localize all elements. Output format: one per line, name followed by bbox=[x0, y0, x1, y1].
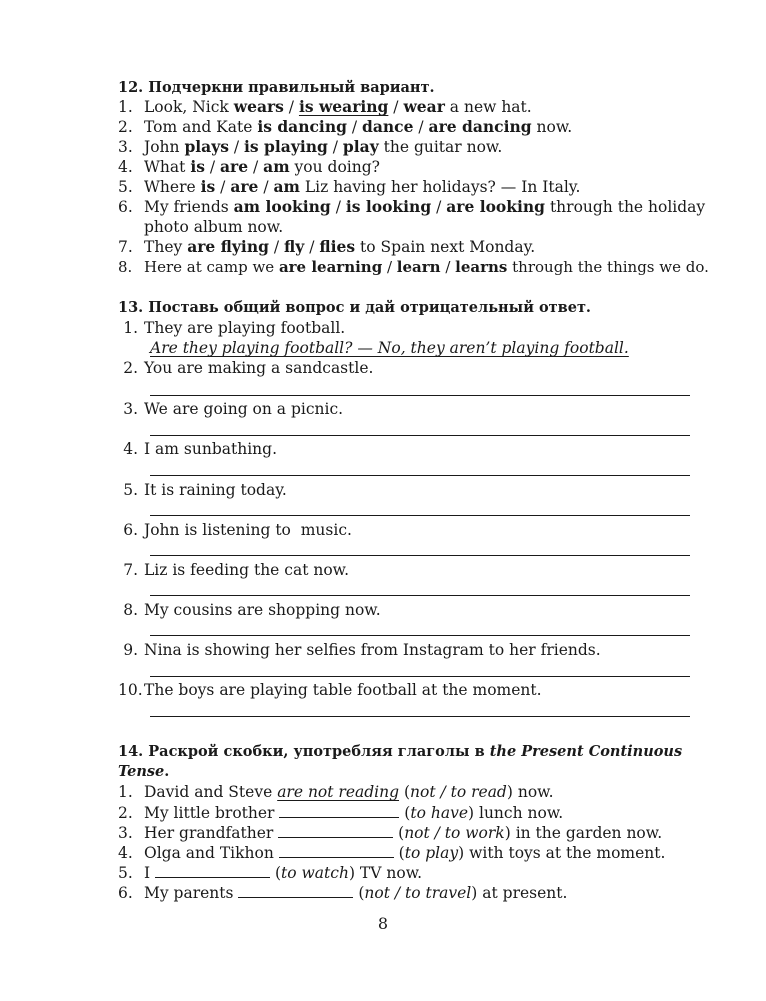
ex14-example-answer: are not reading bbox=[277, 783, 400, 801]
ex13-answer-line-2[interactable] bbox=[150, 395, 690, 396]
ex14-item-6: 6. My parents (not / to travel) at present. bbox=[118, 884, 568, 902]
ex13-answer-line-7[interactable] bbox=[150, 595, 690, 596]
ex12-item-6-continuation: photo album now. bbox=[144, 218, 284, 236]
ex14-blank-5[interactable] bbox=[155, 863, 270, 878]
ex13-item-3: 3. We are going on a picnic. bbox=[123, 400, 344, 418]
ex12-item-1: 1. Look, Nick wears / is wearing / wear a new hat. bbox=[118, 97, 532, 116]
ex13-item-6: 6. John is listening to music. bbox=[123, 521, 352, 539]
ex13-item-7: 7. Liz is feeding the cat now. bbox=[123, 561, 350, 579]
ex14-item-4: 4. Olga and Tikhon (to play) with toys at the moment. bbox=[118, 844, 666, 862]
exercise-13-title: 13. Поставь общий вопрос и дай отрицательный ответ. bbox=[118, 299, 591, 316]
exercise-12-title: 12. Подчеркни правильный вариант. bbox=[118, 79, 435, 96]
ex13-item-10: 10.The boys are playing table football at the moment. bbox=[118, 681, 542, 699]
ex13-answer-line-6[interactable] bbox=[150, 555, 690, 556]
ex13-answer-line-9[interactable] bbox=[150, 676, 690, 677]
ex13-example-answer: Are they playing football? — No, they aren’t playing football. bbox=[150, 339, 629, 357]
ex12-item-5: 5. Where is / are / am Liz having her holidays? — In Italy. bbox=[118, 177, 581, 196]
exercise-14-title-continuation: Tense. bbox=[118, 763, 170, 780]
ex14-blank-2[interactable] bbox=[279, 803, 399, 818]
ex13-item-1: 1. They are playing football. bbox=[123, 319, 346, 337]
ex14-blank-3[interactable] bbox=[278, 823, 393, 838]
ex13-item-4: 4. I am sunbathing. bbox=[123, 440, 277, 458]
ex13-item-9: 9. Nina is showing her selfies from Instagram to her friends. bbox=[123, 641, 601, 659]
ex14-blank-4[interactable] bbox=[279, 843, 394, 858]
ex13-answer-line-5[interactable] bbox=[150, 515, 690, 516]
ex14-item-5: 5. I (to watch) TV now. bbox=[118, 864, 423, 882]
ex14-item-3: 3. Her grandfather (not / to work) in the garden now. bbox=[118, 824, 663, 842]
ex14-item-1: 1. David and Steve are not reading (not / to read) now. bbox=[118, 783, 554, 801]
exercise-14-title: 14. Раскрой скобки, употребляя глаголы в the Present Continuous bbox=[118, 743, 683, 760]
ex14-item-2: 2. My little brother (to have) lunch now. bbox=[118, 804, 564, 822]
ex13-item-8: 8. My cousins are shopping now. bbox=[123, 601, 381, 619]
ex13-answer-line-8[interactable] bbox=[150, 635, 690, 636]
page-number: 8 bbox=[377, 914, 389, 933]
ex12-item-4: 4. What is / are / am you doing? bbox=[118, 157, 380, 176]
ex12-item-6: 6. My friends am looking / is looking / are looking through the holiday bbox=[118, 197, 706, 216]
ex13-item-2: 2. You are making a sandcastle. bbox=[123, 359, 374, 377]
ex14-blank-6[interactable] bbox=[238, 883, 353, 898]
ex12-item-3: 3. John plays / is playing / play the guitar now. bbox=[118, 137, 503, 156]
ex12-item-7: 7. They are flying / fly / flies to Spain next Monday. bbox=[118, 237, 536, 256]
ex13-answer-line-10[interactable] bbox=[150, 716, 690, 717]
ex12-item-8: 8. Here at camp we are learning / learn / learns through the things we do. bbox=[118, 258, 709, 276]
ex13-item-5: 5. It is raining today. bbox=[123, 481, 287, 499]
ex13-answer-line-3[interactable] bbox=[150, 435, 690, 436]
ex13-answer-line-4[interactable] bbox=[150, 475, 690, 476]
ex12-item-2: 2. Tom and Kate is dancing / dance / are dancing now. bbox=[118, 117, 573, 136]
